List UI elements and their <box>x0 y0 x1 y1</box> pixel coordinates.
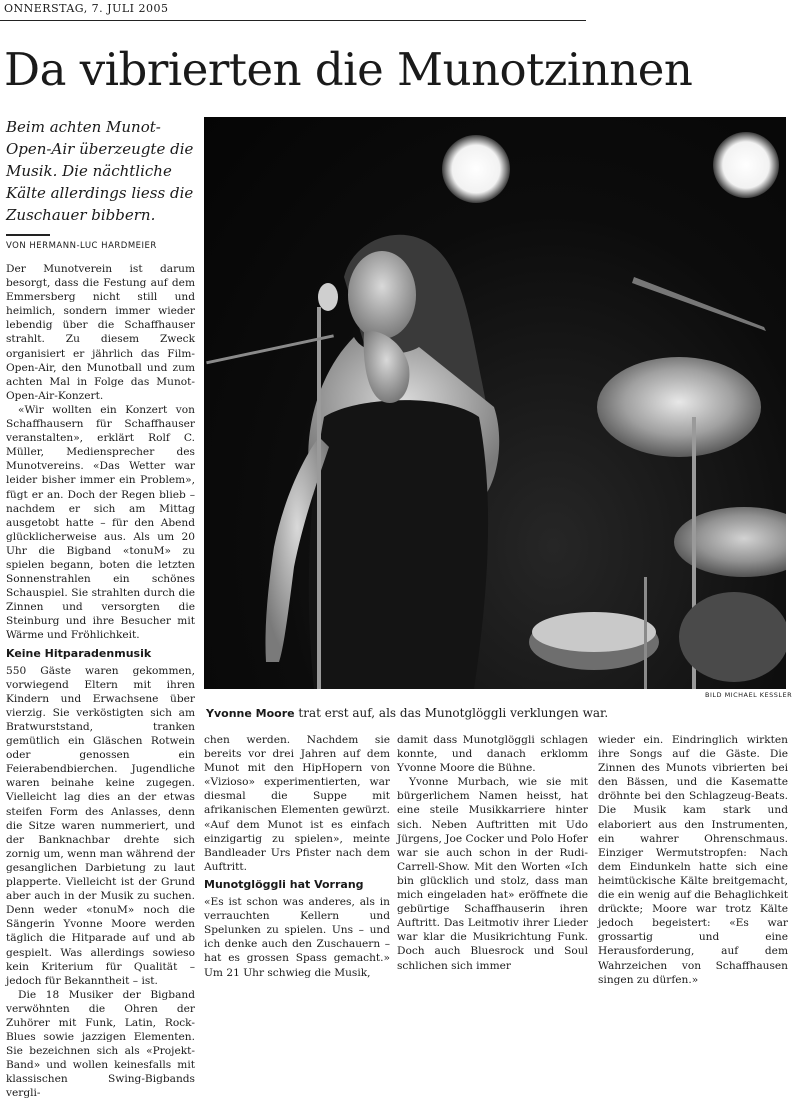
paragraph: «Es ist schon was anderes, als in verrauchten Kellern und Spelunken zu spielen. Uns – und ich denke auch den Zuschauern – hat es grossen Spass gemacht.» Um 21 Uhr schwieg die Musik, <box>204 896 390 979</box>
singer-face <box>348 251 416 339</box>
photo-caption <box>206 706 786 720</box>
paragraph: Der Munotverein ist darum besorgt, dass die Festung auf dem Emmersberg nicht still und heimlich, sondern immer wieder lebendig über die Schaffhauser strahlt. Zu diesem Zweck organisiert er jährlich das Film-Open-Air, den Munotball und zum achten Mal in Folge das Munot-Open-Air-Konzert. <box>6 263 195 402</box>
paragraph: Yvonne Murbach, wie sie mit bürgerlichem Namen heisst, hat eine steile Musikkarriere hinter sich. Neben Auftritten mit Udo Jürgens, Joe Cocker und Polo Hofer war sie auch schon in der Rudi-Carrell-Show. Mit den Worten «Ich bin glücklich und stolz, dass man mich eingeladen hat» eröffnete die gebürtige Schaffhauserin ihren Auftritt. Das Leitmotiv ihrer Lieder war klar die Musikrichtung Funk. Doch auch Bluesrock und Soul schlichen sich immer <box>397 776 588 972</box>
drum-stand <box>644 577 647 689</box>
article-column-1 <box>6 262 195 1101</box>
paragraph: «Wir wollten ein Konzert von Schaffhausern für Schaffhauser veranstalten», erklärt Rolf C. Müller, Mediensprecher des Munotvereins. «Das Wetter war leider bisher immer ein Problem», fügt er an. Doch der Regen blieb – nachdem er sich am Mittag ausgetobt hatte – für den Abend glücklicherweise aus. Als um 20 Uhr die Bigband «tonuM» zu spielen begann, boten die letzten Sonnenstrahlen ein schönes Schauspiel. Sie strahlten durch die Zinnen und versorgten die Steinburg und ihre Besucher mit Wärme und Fröhlichkeit. <box>6 403 195 642</box>
cymbal-upper <box>597 357 761 457</box>
article-column-2 <box>204 733 390 980</box>
paragraph: wieder ein. Eindringlich wirkten ihre Songs auf die Gäste. Die Zinnen des Munots vibrierten bei den Bässen, und die Kasematte dröhnte bei den Schlagzeug-Beats. Die Musik kam stark und elaboriert aus den Instrumenten, ein wahrer Ohrenschmaus. Einziger Wermutstropfen: Nach dem Eindunkeln hatte sich eine heimtückische Kälte breitgemacht, die ein wenig auf die Behaglichkeit drückte; Moore war trotz Kälte jedoch begeistert: «Es war grossartig und eine Herausforderung, auf dem Wahrzeichen von Schaffhausen singen zu dürfen.» <box>598 734 788 986</box>
photo-illustration <box>204 117 786 689</box>
dateline: ONNERSTAG, 7. JULI 2005 <box>4 2 169 15</box>
mic-boom <box>206 334 334 364</box>
top-rule <box>0 20 586 21</box>
stand-right <box>632 277 766 331</box>
subheading: Munotglöggli hat Vorrang <box>204 877 364 891</box>
caption-text: trat erst auf, als das Munotglöggli verklungen war. <box>294 706 609 720</box>
microphone <box>318 283 338 311</box>
cymbal-lower <box>674 507 786 577</box>
paragraph: damit dass Munotglöggli schlagen konnte, und danach erklomm Yvonne Moore die Bühne. <box>397 734 588 775</box>
article-column-4 <box>598 733 788 987</box>
byline-rule <box>6 234 50 236</box>
mic-stand <box>317 307 321 689</box>
headline: Da vibrierten die Munotzinnen <box>4 43 693 96</box>
article-column-3 <box>397 733 588 973</box>
paragraph: 550 Gäste waren gekommen, vorwiegend Eltern mit ihren Kindern und Erwachsene über vierzig. Sie verköstigten sich am Bratwurststand, tranken gemütlich ein Gläschen Rotwein oder genossen ein Feierabendbierchen. Jugendliche waren beinahe keine zugegen. Vielleicht lag dies an der etwas steifen Form des Anlasses, denn die Sitze waren nummeriert, und der Banknachbar drehte sich zornig um, wenn man während der gesanglichen Darbietung zu laut plapperte. Vielleicht ist der Grund aber auch in der Musik zu suchen. Denn weder «tonuM» noch die Sängerin Yvonne Moore werden täglich die Hitparade auf und ab gespielt. Was allerdings sowieso kein Kriterium für Qualität – jedoch für Bekanntheit – ist. <box>6 664 195 987</box>
stage-light-left <box>442 135 510 203</box>
paragraph: chen werden. Nachdem sie bereits vor drei Jahren auf dem Munot mit den HipHopern von «Vizioso» experimentierten, war diesmal die Suppe mit afrikanischen Elementen gewürzt. «Auf dem Munot ist es einfach einzigartig zu spielen», meinte Bandleader Urs Pfister nach dem Auftritt. <box>204 734 390 873</box>
byline: VON HERMANN-LUC HARDMEIER <box>6 241 157 251</box>
drum-snare-top <box>532 612 656 652</box>
lead-paragraph: Beim achten Munot-Open-Air überzeugte die Musik. Die nächtliche Kälte allerdings liess die Zuschauer bibbern. <box>6 118 194 224</box>
subheading: Keine Hitparadenmusik <box>6 646 152 660</box>
concert-photo <box>204 117 786 689</box>
singer-dress <box>309 400 488 689</box>
caption-name: Yvonne Moore <box>206 707 295 720</box>
photo-credit: BILD MICHAEL KESSLER <box>705 691 793 699</box>
drum-tom <box>679 592 786 682</box>
stage-light-right <box>713 132 779 198</box>
paragraph: Die 18 Musiker der Bigband verwöhnten die Ohren der Zuhörer mit Funk, Latin, Rock-Blues sowie jazzigen Elementen. Sie bezeichnen sich als «Projekt-Band» und wollen keinesfalls mit klassischen Swing-Bigbands vergli- <box>6 988 195 1100</box>
